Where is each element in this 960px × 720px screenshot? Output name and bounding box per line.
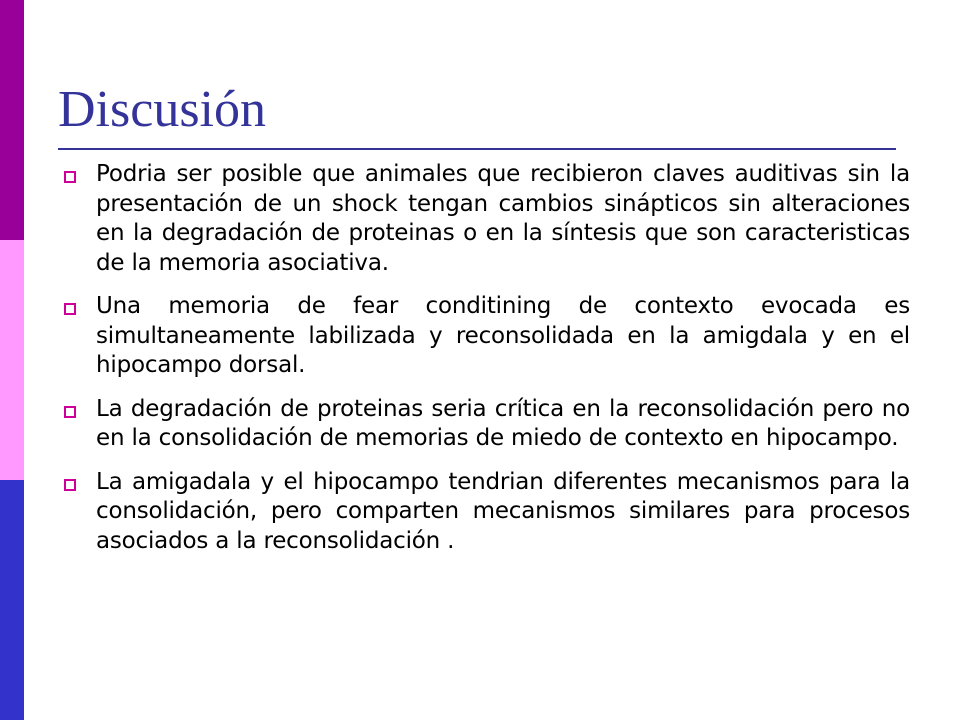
bullet-text: La degradación de proteinas seria crítica en la reconsolidación pero no en la consolidación de memorias de miedo de contexto en hipocampo. [96, 395, 910, 451]
bullet-item [58, 292, 910, 381]
bullet-item [58, 160, 910, 278]
bullet-item [58, 468, 910, 557]
bullet-text: Una memoria de fear conditining de contexto evocada es simultaneamente labilizada y reconsolidada en la amigdala y en el hipocampo dorsal. [96, 293, 910, 378]
side-band-top [0, 0, 24, 240]
hollow-square-bullet-icon [64, 479, 76, 491]
bullet-text: Podria ser posible que animales que recibieron claves auditivas sin la presentación de un shock tengan cambios sinápticos sin alteraciones en la degradación de proteinas o en la síntesis que son caracteristicas de la memoria asociativa. [96, 161, 910, 276]
title-underline [58, 148, 896, 150]
bullet-list [58, 160, 910, 570]
side-band-bottom [0, 480, 24, 720]
bullet-text: La amigadala y el hipocampo tendrian diferentes mecanismos para la consolidación, pero comparten mecanismos similares para procesos asociados a la reconsolidación . [96, 468, 910, 554]
side-band-middle [0, 240, 24, 480]
hollow-square-bullet-icon [64, 171, 76, 183]
hollow-square-bullet-icon [64, 303, 76, 315]
hollow-square-bullet-icon [64, 406, 76, 418]
slide-title: Discusión [58, 81, 266, 138]
bullet-item [58, 395, 910, 454]
